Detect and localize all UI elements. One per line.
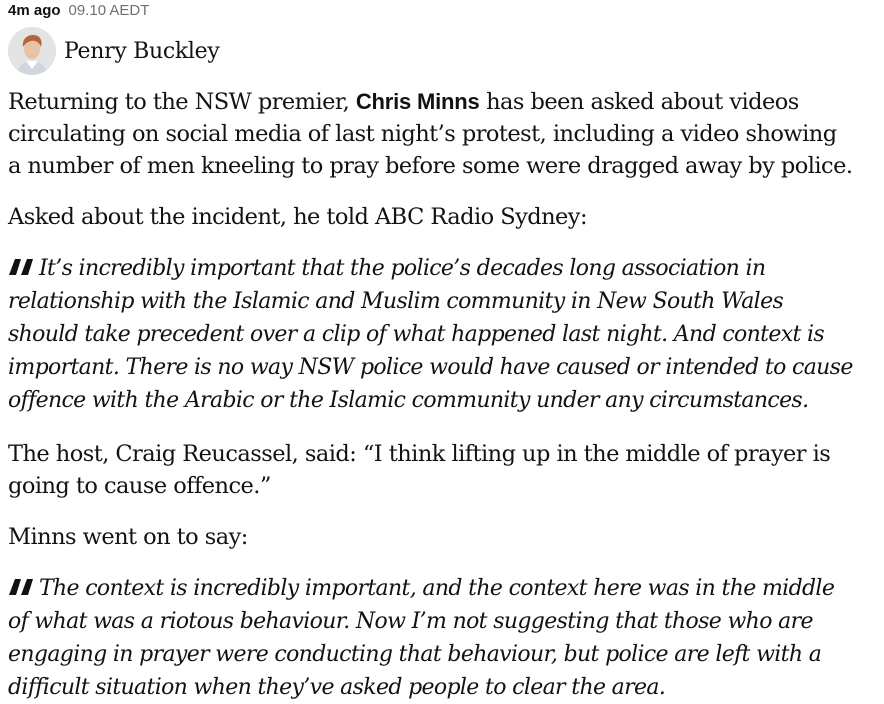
- quote-mark-icon: [8, 258, 36, 276]
- quote-mark-icon: [8, 578, 36, 596]
- quote-2-line: of what was a riotous behaviour. Now I’m not suggesting that those who are: [8, 609, 813, 634]
- quote-2-line: engaging in prayer were conducting that behaviour, but police are left with a: [8, 642, 822, 667]
- quote-1-line: should take precedent over a clip of what happened last night. And context is: [8, 322, 825, 347]
- author-name[interactable]: Penry Buckley: [64, 38, 220, 64]
- author-avatar: [8, 27, 56, 75]
- paragraph-1-line-2: circulating on social media of last night’s protest, including a video showing: [8, 121, 837, 147]
- byline: [8, 22, 876, 80]
- quote-2-line: The context is incredibly important, and the context here was in the middle: [39, 576, 835, 601]
- paragraph-2: Asked about the incident, he told ABC Radio Sydney:: [8, 204, 588, 230]
- blockquote-2: [8, 572, 876, 704]
- entry-meta: [8, 0, 876, 22]
- paragraph-1-text-after: has been asked about videos: [479, 89, 799, 115]
- paragraph-3: [8, 438, 876, 502]
- paragraph-3-line: going to cause offence.”: [8, 473, 271, 499]
- paragraph-3-line: The host, Craig Reucassel, said: “I think lifting up in the middle of prayer is: [8, 441, 831, 467]
- highlight-name: Chris Minns: [355, 89, 480, 114]
- quote-1-line: relationship with the Islamic and Muslim community in New South Wales: [8, 289, 784, 314]
- blockquote-1: [8, 252, 876, 417]
- paragraph-4: Minns went on to say:: [8, 524, 248, 550]
- quote-1-line: important. There is no way NSW police would have caused or intended to cause: [8, 355, 853, 380]
- quote-1-line: It’s incredibly important that the police’s decades long association in: [39, 256, 766, 281]
- time-ago[interactable]: 4m ago: [8, 2, 61, 19]
- quote-1-line: offence with the Arabic or the Islamic community under any circumstances.: [8, 388, 809, 413]
- paragraph-1-text-before: Returning to the NSW premier,: [8, 89, 356, 115]
- quote-2-line: difficult situation when they’ve asked people to clear the area.: [8, 675, 666, 700]
- timestamp: 09.10 AEDT: [68, 2, 150, 19]
- paragraph-1: [8, 86, 876, 182]
- liveblog-entry: [8, 0, 876, 704]
- paragraph-1-line-3: a number of men kneeling to pray before some were dragged away by police.: [8, 153, 853, 179]
